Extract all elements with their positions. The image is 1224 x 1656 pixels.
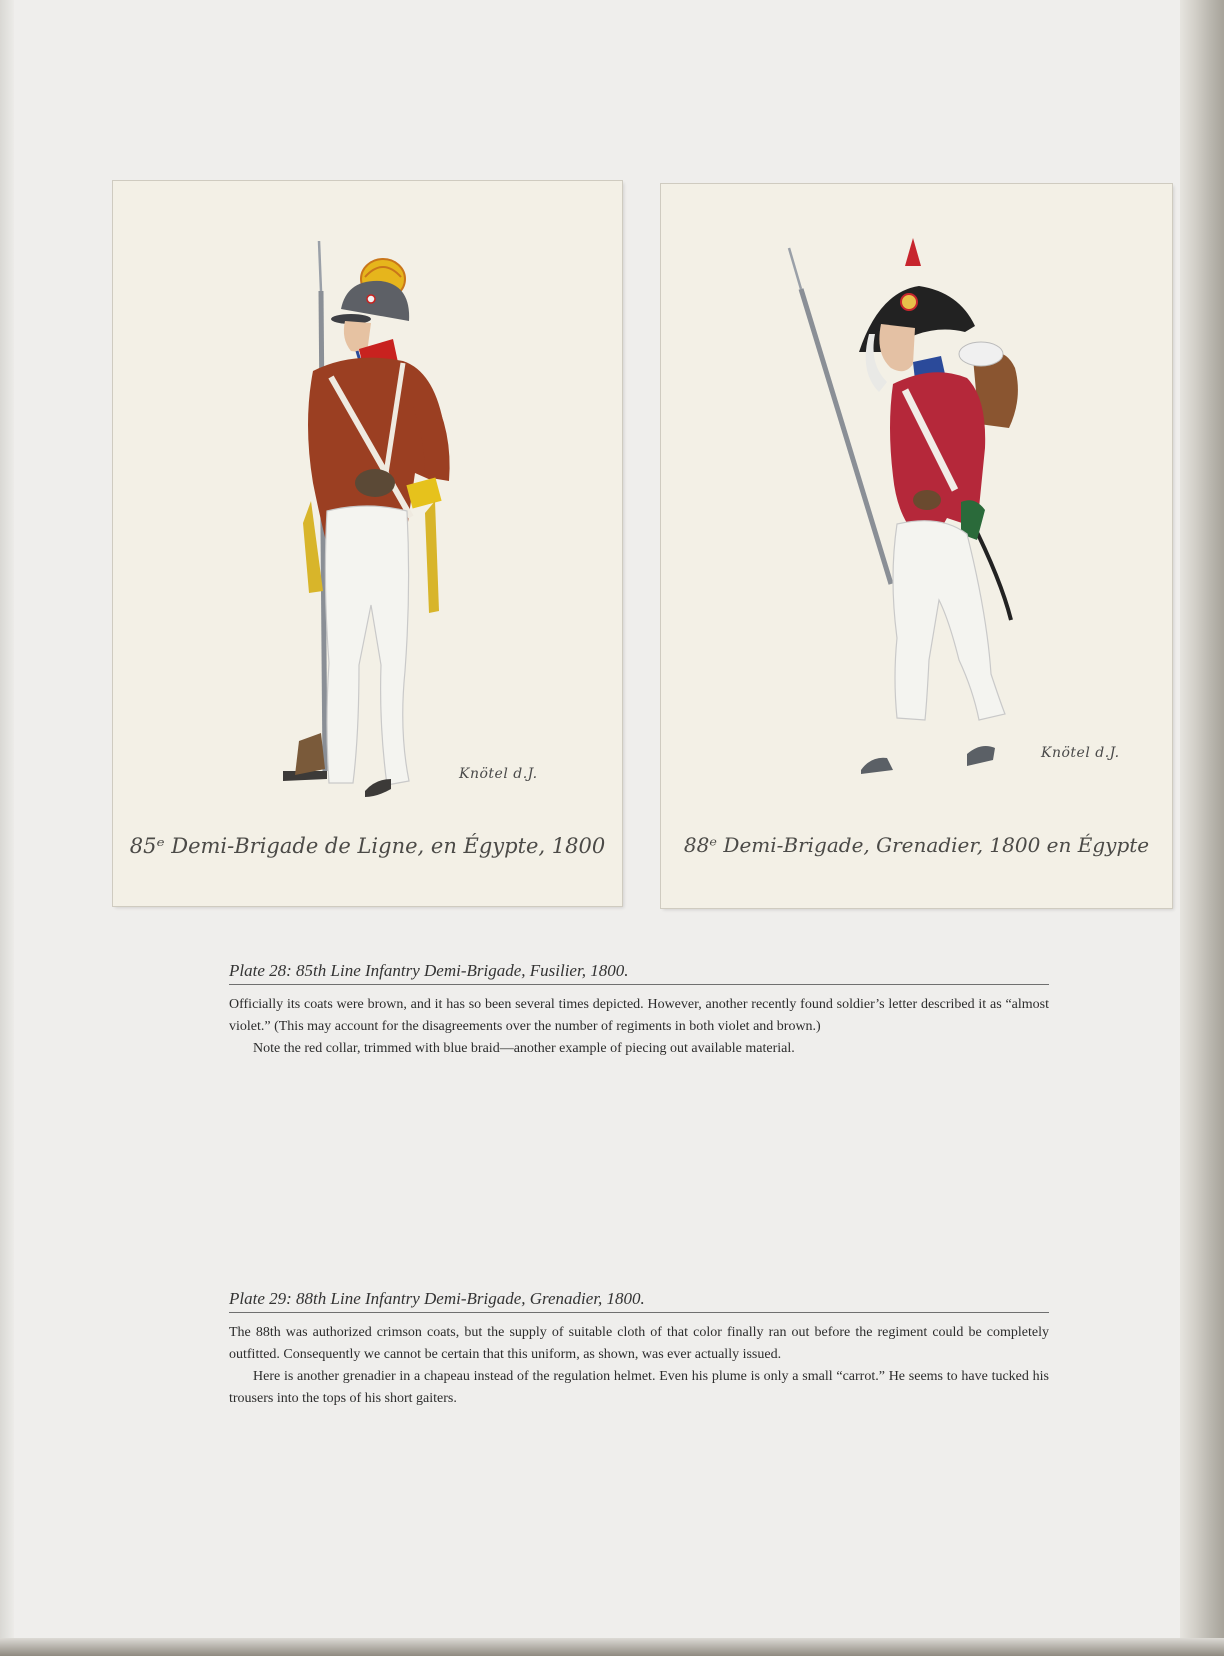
plate-28-illustration xyxy=(113,181,622,906)
plate-29-signature: Knötel d.J. xyxy=(1041,745,1120,761)
plate-29-illustration-caption: 88ᵉ Demi-Brigade, Grenadier, 1800 en Égypte xyxy=(683,833,1150,857)
plate-28-heading: Plate 28: 85th Line Infantry Demi-Brigade, Fusilier, 1800. xyxy=(229,961,1049,985)
page-gutter-left xyxy=(0,0,14,1656)
page-edge-bottom xyxy=(0,1638,1224,1656)
page-edge-right xyxy=(1180,0,1224,1656)
plate-28-signature: Knötel d.J. xyxy=(459,766,538,782)
fusilier-figure xyxy=(113,181,622,906)
plate-29-paragraph-2: Here is another grenadier in a chapeau instead of the regulation helmet. Even his plume is only a small “carrot.” He seems to have tucked his trousers into the tops of his short gaiters. xyxy=(229,1369,1049,1406)
plate-29-description xyxy=(229,1289,1049,1410)
plate-29-paragraph-1: The 88th was authorized crimson coats, but the supply of suitable cloth of that color finally ran out before the regiment could be completely outfitted. Consequently we cannot be certain that this uniform, as shown, was ever actually issued. xyxy=(229,1325,1049,1362)
plate-28-description xyxy=(229,961,1049,1060)
plate-29-illustration xyxy=(661,184,1172,908)
grenadier-figure xyxy=(661,184,1172,908)
plate-28-paragraph-2: Note the red collar, trimmed with blue braid—another example of piecing out available material. xyxy=(253,1041,795,1056)
plate-28-illustration-caption: 85ᵉ Demi-Brigade de Ligne, en Égypte, 1800 xyxy=(129,834,606,858)
plate-28-paragraph-1: Officially its coats were brown, and it has so been several times depicted. However, another recently found soldier’s letter described it as “almost violet.” (This may account for the disagreements over the number of regiments in both violet and brown.) xyxy=(229,997,1049,1034)
plate-29-heading: Plate 29: 88th Line Infantry Demi-Brigade, Grenadier, 1800. xyxy=(229,1289,1049,1313)
